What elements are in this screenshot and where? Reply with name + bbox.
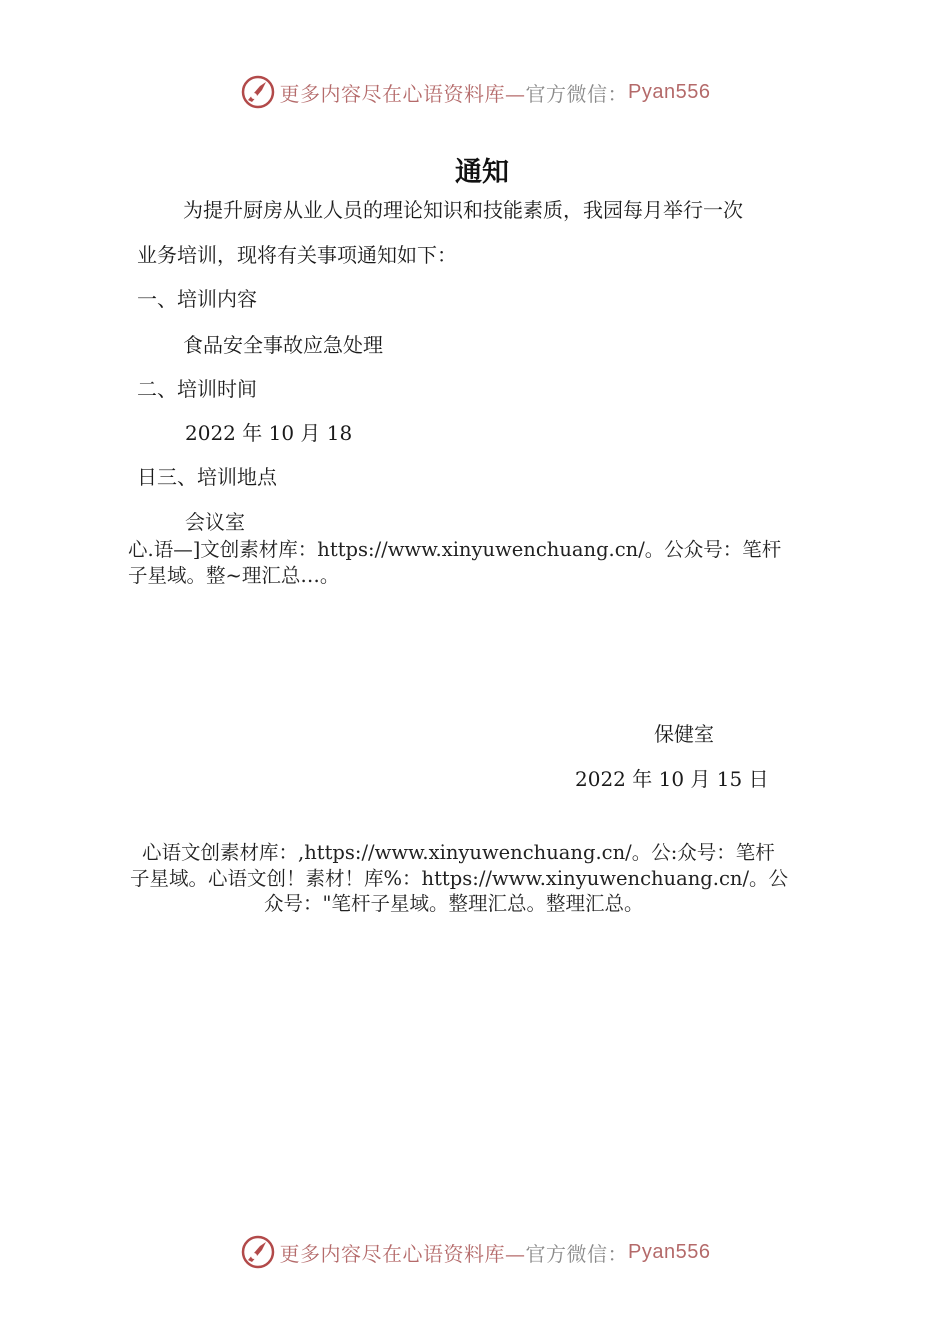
signer: 保健室 [654, 722, 714, 746]
section-3-heading: 日三、培训地点 [137, 465, 277, 489]
banner-wechat-label: 官方微信： [525, 81, 629, 106]
section-1-body: 食品安全事故应急处理 [183, 333, 383, 357]
section-3-body: 会议室 [185, 510, 245, 534]
banner-wechat-id: Pyan556 [628, 1240, 711, 1263]
watermark-2-line-1: 心语文创素材库：,https://www.xinyuwenchuang.cn/。公:众号：笔杆 [142, 841, 775, 864]
sign-date: 2022 年 10 月 15 日 [575, 767, 769, 791]
footer-banner [0, 1232, 950, 1272]
banner-text: 更多内容尽在心语资料库— [279, 1241, 526, 1266]
intro-line-1: 为提升厨房从业人员的理论知识和技能素质，我园每月举行一次 [183, 198, 743, 222]
watermark-1-line-2: 子星域。整~理汇总…。 [128, 564, 340, 587]
banner-text: 更多内容尽在心语资料库— [279, 81, 526, 106]
banner-wechat-id: Pyan556 [628, 80, 711, 103]
section-2-heading: 二、培训时间 [137, 377, 257, 401]
watermark-1-line-1: 心.语—]文创素材库：https://www.xinyuwenchuang.cn/。公众号：笔杆 [128, 538, 782, 561]
watermark-2-line-3: 众号："笔杆子星域。整理汇总。整理汇总。 [264, 892, 644, 915]
section-1-heading: 一、培训内容 [137, 287, 257, 311]
logo-icon [240, 74, 276, 110]
section-2-body: 2022 年 10 月 18 [185, 421, 353, 445]
watermark-2-line-2: 子星域。心语文创！素材！库%：https://www.xinyuwenchuang.cn/。公 [130, 867, 789, 890]
header-banner [0, 72, 950, 112]
banner-wechat-label: 官方微信： [525, 1241, 629, 1266]
intro-line-2: 业务培训，现将有关事项通知如下： [137, 243, 457, 267]
logo-icon [240, 1234, 276, 1270]
page-title: 通知 [455, 157, 509, 188]
